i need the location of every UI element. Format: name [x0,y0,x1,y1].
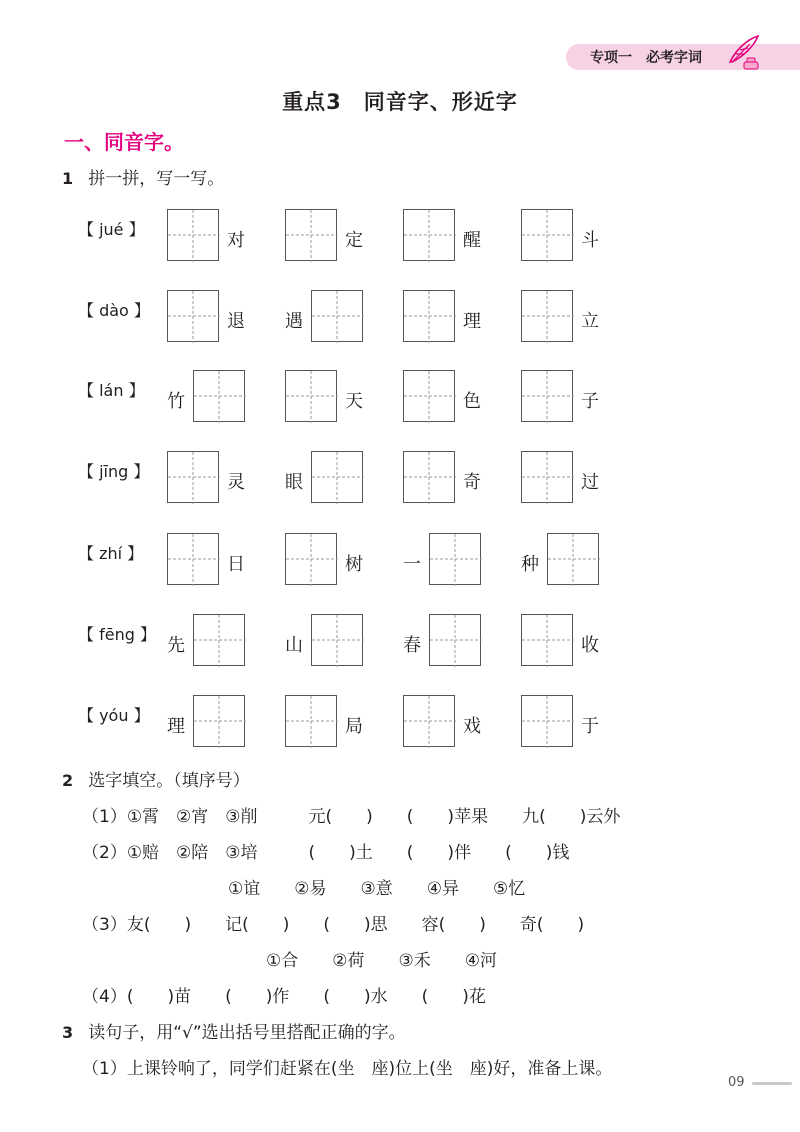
given-character: 局 [345,716,363,737]
pinyin-label: 【 zhí 】 [78,544,144,563]
given-character: 戏 [463,716,481,737]
page-title: 重点3 同音字、形近字 [282,90,518,114]
given-character: 眼 [285,472,303,493]
writing-box[interactable] [311,451,363,503]
given-character: 对 [227,230,245,251]
header-tab-label: 专项一 必考字词 [590,50,702,66]
given-character: 山 [285,635,303,656]
given-character: 色 [463,391,481,412]
given-character: 春 [403,635,421,656]
given-character: 立 [581,311,599,332]
question-text: 拼一拼，写一写。 [88,169,225,189]
writing-box[interactable] [403,209,455,261]
given-character: 日 [227,554,245,575]
q2-options-4: ①合 ②荷 ③禾 ④河 [266,951,497,971]
given-character: 灵 [227,472,245,493]
q2-line-4: （4）( )苗 ( )作 ( )水 ( )花 [82,987,486,1007]
q2-line-3: （3）友( ) 记( ) ( )思 容( ) 奇( ) [82,915,585,935]
given-character: 定 [345,230,363,251]
question-text: 读句子，用“√”选出括号里搭配正确的字。 [88,1023,406,1043]
writing-box[interactable] [521,614,573,666]
given-character: 醒 [463,230,481,251]
writing-box[interactable] [521,209,573,261]
writing-box[interactable] [285,370,337,422]
question-number: 3 [62,1023,74,1042]
writing-box[interactable] [403,290,455,342]
writing-box[interactable] [285,533,337,585]
q3-line-1: （1）上课铃响了，同学们赶紧在(坐 座)位上(坐 座)好，准备上课。 [82,1059,613,1079]
feather-pen-icon [722,32,762,72]
given-character: 理 [463,311,481,332]
writing-box[interactable] [547,533,599,585]
given-character: 于 [581,716,599,737]
writing-box[interactable] [167,451,219,503]
question-number: 2 [62,771,74,790]
page-number: 09 [728,1075,745,1090]
given-character: 退 [227,311,245,332]
q2-line-1: （1）①霄 ②宵 ③削 元( ) ( )苹果 九( )云外 [82,807,621,827]
writing-box[interactable] [167,290,219,342]
pinyin-label: 【 lán 】 [78,381,145,400]
pinyin-label: 【 dào 】 [78,301,150,320]
given-character: 奇 [463,472,481,493]
given-character: 斗 [581,230,599,251]
pinyin-label: 【 jīng 】 [78,462,150,481]
question-text: 选字填空。（填序号） [88,771,250,791]
pinyin-label: 【 fēng 】 [78,625,156,644]
writing-box[interactable] [521,290,573,342]
writing-box[interactable] [193,695,245,747]
question-1 [62,164,224,189]
given-character: 竹 [167,391,185,412]
writing-box[interactable] [193,370,245,422]
writing-box[interactable] [429,533,481,585]
given-character: 树 [345,554,363,575]
question-2 [62,766,250,791]
given-character: 先 [167,635,185,656]
writing-box[interactable] [167,209,219,261]
question-3 [62,1018,406,1043]
pinyin-label: 【 jué 】 [78,220,145,239]
writing-box[interactable] [403,451,455,503]
given-character: 收 [581,635,599,656]
given-character: 理 [167,716,185,737]
writing-box[interactable] [521,370,573,422]
given-character: 一 [403,554,421,575]
writing-box[interactable] [285,209,337,261]
page-number-bar [752,1082,792,1085]
question-number: 1 [62,169,74,188]
writing-box[interactable] [521,451,573,503]
given-character: 种 [521,554,539,575]
given-character: 遇 [285,311,303,332]
writing-box[interactable] [311,614,363,666]
writing-box[interactable] [403,370,455,422]
q2-options-3: ①谊 ②易 ③意 ④异 ⑤忆 [228,879,526,899]
writing-box[interactable] [167,533,219,585]
writing-box[interactable] [285,695,337,747]
writing-box[interactable] [193,614,245,666]
writing-box[interactable] [429,614,481,666]
given-character: 子 [581,391,599,412]
writing-box[interactable] [403,695,455,747]
pinyin-label: 【 yóu 】 [78,706,150,725]
writing-box[interactable] [521,695,573,747]
q2-line-2: （2）①赔 ②陪 ③培 ( )土 ( )伴 ( )钱 [82,843,570,863]
section-heading: 一、同音字。 [64,130,184,154]
given-character: 天 [345,391,363,412]
writing-box[interactable] [311,290,363,342]
given-character: 过 [581,472,599,493]
